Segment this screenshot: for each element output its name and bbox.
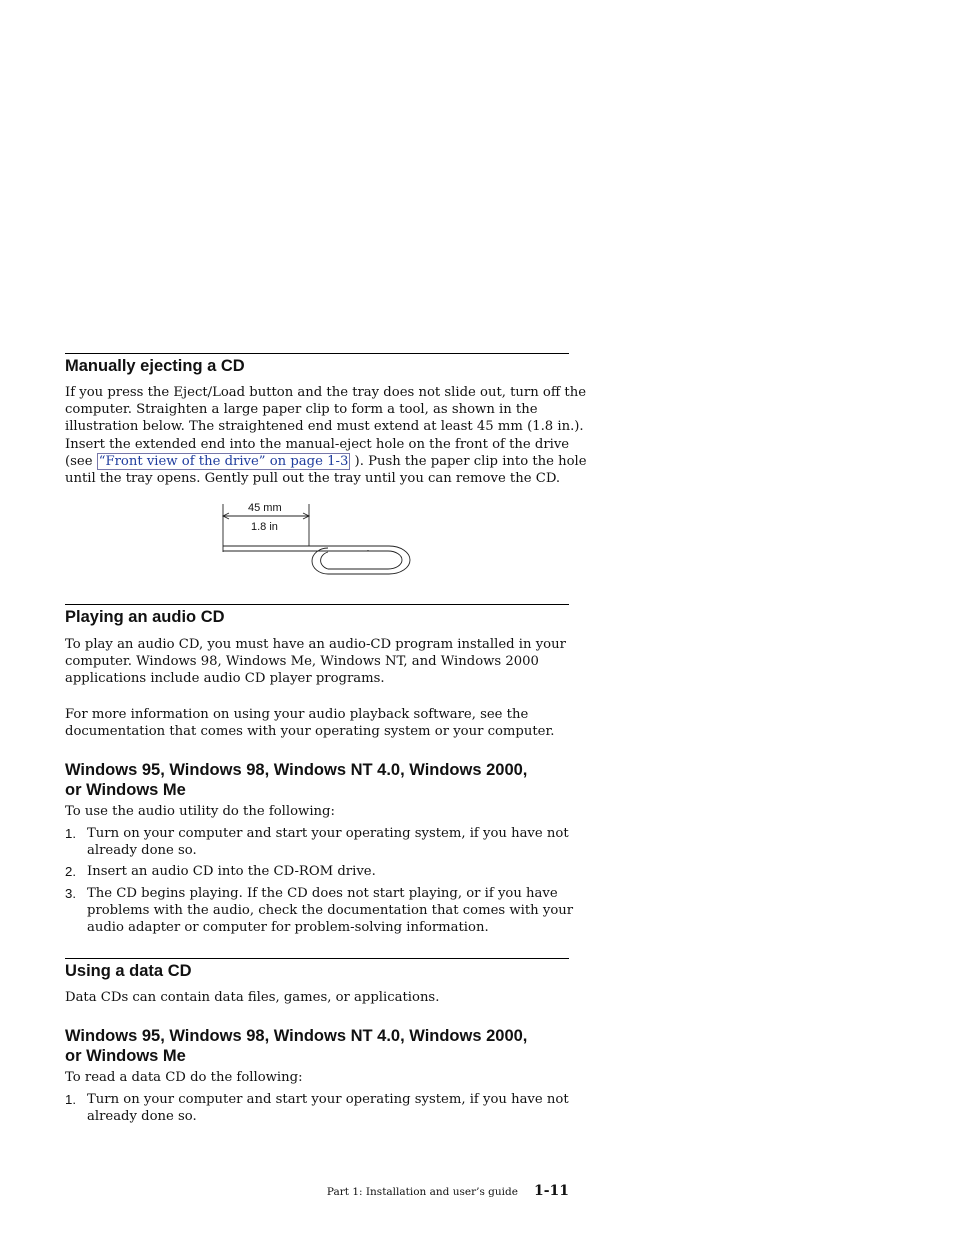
section-rule-manual-eject — [65, 353, 569, 354]
paragraph-line: For more information on using your audio playback software, see the — [65, 707, 529, 722]
paragraph-line: applications include audio CD player programs. — [65, 671, 385, 687]
audio-intro: To use the audio utility do the following: — [65, 804, 335, 819]
footer-text: Part 1: Installation and user’s guide — [326, 1186, 518, 1198]
step-number: 2. — [65, 864, 76, 879]
step-line: Turn on your computer and start your operating system, if you have not — [87, 1092, 569, 1107]
step-text — [87, 1091, 569, 1125]
step-text — [87, 863, 376, 880]
paragraph-line: until the tray opens. Gently pull out the tray until you can remove the CD. — [65, 471, 561, 487]
step-line: Insert an audio CD into the CD-ROM drive. — [87, 864, 376, 879]
clip-inner — [321, 551, 402, 569]
section-rule-data-cd — [65, 958, 569, 959]
paragraph-line: computer. Straighten a large paper clip to form a tool, as shown in the — [65, 402, 538, 418]
audio-cd-paragraph-1 — [65, 636, 569, 688]
step-line: The CD begins playing. If the CD does not start playing, or if you have — [87, 886, 558, 901]
heading-playing-audio-cd: Playing an audio CD — [65, 608, 225, 626]
paragraph-line: To play an audio CD, you must have an audio-CD program installed in your — [65, 637, 566, 652]
step-text — [87, 825, 569, 859]
front-view-link[interactable]: “Front view of the drive” on page 1-3 — [98, 453, 349, 469]
subheading-line: or Windows Me — [65, 1047, 186, 1065]
step-text — [87, 885, 573, 937]
page-number: 1-11 — [533, 1183, 569, 1199]
paragraph-line-with-link — [65, 453, 587, 470]
manual-eject-paragraph — [65, 384, 587, 487]
audio-cd-paragraph-2 — [65, 706, 569, 740]
link-prefix: (see — [65, 453, 97, 469]
subheading-windows-audio — [65, 760, 569, 800]
heading-manually-ejecting: Manually ejecting a CD — [65, 357, 245, 375]
page-footer — [327, 1182, 569, 1200]
data-intro: To read a data CD do the following: — [65, 1070, 303, 1085]
step-number: 1. — [65, 826, 76, 841]
subheading-line: Windows 95, Windows 98, Windows NT 4.0, Windows 2000, — [65, 1027, 528, 1045]
heading-using-data-cd: Using a data CD — [65, 962, 192, 980]
data-cd-paragraph: Data CDs can contain data files, games, or applications. — [65, 990, 440, 1005]
paragraph-line: If you press the Eject/Load button and the tray does not slide out, turn off the — [65, 385, 587, 400]
step-line: already done so. — [87, 843, 197, 859]
section-rule-audio-cd — [65, 604, 569, 605]
clip-outer — [223, 546, 410, 574]
subheading-line: or Windows Me — [65, 781, 186, 799]
dimension-label-mm: 45 mm — [248, 502, 282, 514]
step-line: problems with the audio, check the documentation that comes with your — [87, 903, 574, 919]
paragraph-line: illustration below. The straightened end must extend at least 45 mm (1.8 in.). — [65, 419, 584, 435]
step-line: already done so. — [87, 1109, 197, 1125]
dimension-label-in: 1.8 in — [251, 521, 278, 533]
paragraph-line: documentation that comes with your operating system or your computer. — [65, 724, 555, 740]
step-line: audio adapter or computer for problem-solving information. — [87, 920, 489, 936]
step-line: Turn on your computer and start your operating system, if you have not — [87, 826, 569, 841]
paragraph-line: Insert the extended end into the manual-eject hole on the front of the drive — [65, 436, 570, 452]
subheading-windows-data — [65, 1026, 569, 1066]
paper-clip-illustration — [218, 496, 418, 582]
step-number: 3. — [65, 886, 76, 901]
clip-straight — [223, 550, 368, 551]
subheading-line: Windows 95, Windows 98, Windows NT 4.0, Windows 2000, — [65, 761, 528, 779]
link-suffix: ). Push the paper clip into the hole — [350, 453, 587, 469]
paragraph-line: computer. Windows 98, Windows Me, Windows NT, and Windows 2000 — [65, 654, 539, 670]
step-number: 1. — [65, 1092, 76, 1107]
